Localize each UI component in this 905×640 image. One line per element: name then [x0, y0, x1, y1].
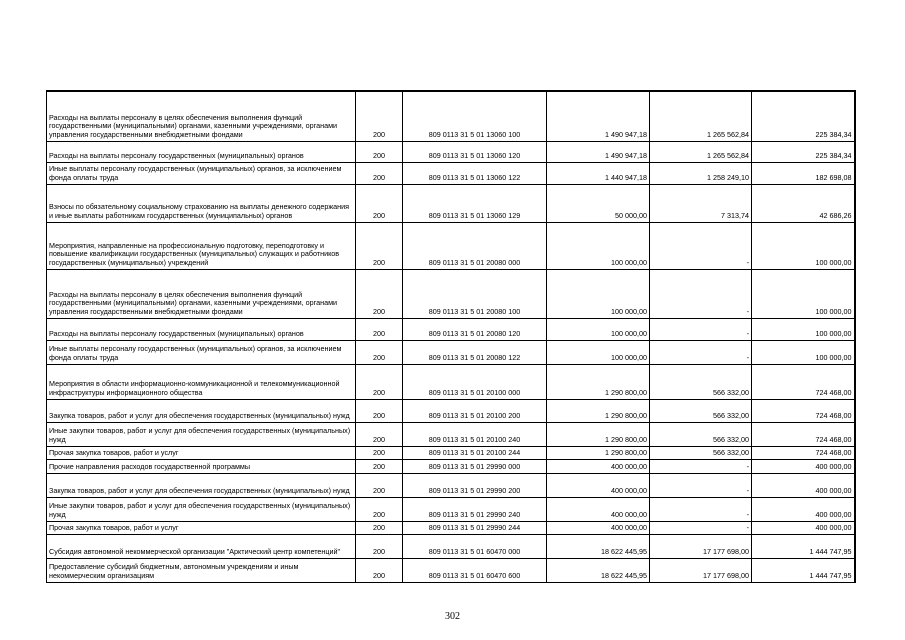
- table-row: [47, 364, 855, 399]
- line-code-cell: 200: [356, 340, 403, 364]
- unexecuted-amount-cell: 400 000,00: [752, 473, 855, 497]
- unexecuted-amount-cell: 724 468,00: [752, 446, 855, 459]
- line-code-cell: 200: [356, 162, 403, 184]
- expense-name-cell: Мероприятия в области информационно-коммуникационной и телекоммуникационной инфраструктуры информационного общества: [47, 364, 356, 399]
- approved-amount-cell: 1 290 800,00: [547, 446, 650, 459]
- unexecuted-amount-cell: 225 384,34: [752, 141, 855, 162]
- expense-name-cell: Мероприятия, направленные на профессиональную подготовку, переподготовку и повышение квалификации государственных (муниципальных) служащих и работников государственных (муниципальных) учреждений: [47, 222, 356, 269]
- budget-code-cell: 809 0113 31 5 01 13060 129: [403, 184, 547, 222]
- line-code-cell: 200: [356, 269, 403, 318]
- line-code-cell: 200: [356, 422, 403, 446]
- line-code-cell: 200: [356, 399, 403, 422]
- unexecuted-amount-cell: 1 444 747,95: [752, 558, 855, 582]
- approved-amount-cell: 1 290 800,00: [547, 364, 650, 399]
- line-code-cell: 200: [356, 534, 403, 558]
- executed-amount-cell: -: [650, 318, 752, 340]
- budget-code-cell: 809 0113 31 5 01 13060 120: [403, 141, 547, 162]
- expense-name-cell: Иные выплаты персоналу государственных (муниципальных) органов, за исключением фонда оплаты труда: [47, 340, 356, 364]
- table-row: [47, 91, 855, 141]
- line-code-cell: 200: [356, 497, 403, 521]
- approved-amount-cell: 400 000,00: [547, 521, 650, 534]
- unexecuted-amount-cell: 724 468,00: [752, 399, 855, 422]
- expense-name-cell: Иные закупки товаров, работ и услуг для обеспечения государственных (муниципальных) нужд: [47, 422, 356, 446]
- unexecuted-amount-cell: 225 384,34: [752, 91, 855, 141]
- budget-code-cell: 809 0113 31 5 01 20100 240: [403, 422, 547, 446]
- executed-amount-cell: -: [650, 459, 752, 473]
- expense-name-cell: Прочая закупка товаров, работ и услуг: [47, 446, 356, 459]
- budget-code-cell: 809 0113 31 5 01 20080 122: [403, 340, 547, 364]
- budget-code-cell: 809 0113 31 5 01 20080 000: [403, 222, 547, 269]
- budget-execution-table: [46, 90, 856, 583]
- approved-amount-cell: 18 622 445,95: [547, 534, 650, 558]
- expense-name-cell: Закупка товаров, работ и услуг для обеспечения государственных (муниципальных) нужд: [47, 473, 356, 497]
- table-row: [47, 521, 855, 534]
- expense-name-cell: Иные закупки товаров, работ и услуг для обеспечения государственных (муниципальных) нужд: [47, 497, 356, 521]
- budget-code-cell: 809 0113 31 5 01 13060 100: [403, 91, 547, 141]
- expense-name-cell: Закупка товаров, работ и услуг для обеспечения государственных (муниципальных) нужд: [47, 399, 356, 422]
- approved-amount-cell: 100 000,00: [547, 318, 650, 340]
- approved-amount-cell: 1 290 800,00: [547, 399, 650, 422]
- table-row: [47, 534, 855, 558]
- unexecuted-amount-cell: 400 000,00: [752, 459, 855, 473]
- table-row: [47, 459, 855, 473]
- approved-amount-cell: 1 490 947,18: [547, 91, 650, 141]
- unexecuted-amount-cell: 1 444 747,95: [752, 534, 855, 558]
- approved-amount-cell: 1 490 947,18: [547, 141, 650, 162]
- line-code-cell: 200: [356, 446, 403, 459]
- line-code-cell: 200: [356, 141, 403, 162]
- page-number: 302: [445, 611, 460, 622]
- approved-amount-cell: 100 000,00: [547, 222, 650, 269]
- unexecuted-amount-cell: 100 000,00: [752, 222, 855, 269]
- executed-amount-cell: 566 332,00: [650, 422, 752, 446]
- budget-code-cell: 809 0113 31 5 01 20080 120: [403, 318, 547, 340]
- table-row: [47, 141, 855, 162]
- executed-amount-cell: -: [650, 340, 752, 364]
- table-row: [47, 558, 855, 582]
- unexecuted-amount-cell: 400 000,00: [752, 497, 855, 521]
- line-code-cell: 200: [356, 184, 403, 222]
- approved-amount-cell: 100 000,00: [547, 340, 650, 364]
- table-row: [47, 446, 855, 459]
- table-row: [47, 422, 855, 446]
- executed-amount-cell: 566 332,00: [650, 364, 752, 399]
- table-row: [47, 497, 855, 521]
- line-code-cell: 200: [356, 91, 403, 141]
- approved-amount-cell: 1 440 947,18: [547, 162, 650, 184]
- executed-amount-cell: 17 177 698,00: [650, 558, 752, 582]
- table-row: [47, 318, 855, 340]
- table-row: [47, 340, 855, 364]
- line-code-cell: 200: [356, 521, 403, 534]
- budget-code-cell: 809 0113 31 5 01 60470 000: [403, 534, 547, 558]
- budget-code-cell: 809 0113 31 5 01 29990 240: [403, 497, 547, 521]
- expense-name-cell: Предоставление субсидий бюджетным, автономным учреждениям и иным некоммерческим организациям: [47, 558, 356, 582]
- expense-name-cell: Прочие направления расходов государственной программы: [47, 459, 356, 473]
- unexecuted-amount-cell: 400 000,00: [752, 521, 855, 534]
- budget-table-sheet: [46, 90, 854, 583]
- executed-amount-cell: 1 258 249,10: [650, 162, 752, 184]
- line-code-cell: 200: [356, 318, 403, 340]
- table-row: [47, 269, 855, 318]
- budget-code-cell: 809 0113 31 5 01 20080 100: [403, 269, 547, 318]
- budget-code-cell: 809 0113 31 5 01 20100 244: [403, 446, 547, 459]
- expense-name-cell: Расходы на выплаты персоналу государственных (муниципальных) органов: [47, 318, 356, 340]
- executed-amount-cell: -: [650, 521, 752, 534]
- table-row: [47, 222, 855, 269]
- unexecuted-amount-cell: 100 000,00: [752, 318, 855, 340]
- unexecuted-amount-cell: 42 686,26: [752, 184, 855, 222]
- executed-amount-cell: 7 313,74: [650, 184, 752, 222]
- executed-amount-cell: 1 265 562,84: [650, 91, 752, 141]
- expense-name-cell: Иные выплаты персоналу государственных (муниципальных) органов, за исключением фонда оплаты труда: [47, 162, 356, 184]
- approved-amount-cell: 400 000,00: [547, 497, 650, 521]
- approved-amount-cell: 18 622 445,95: [547, 558, 650, 582]
- table-row: [47, 162, 855, 184]
- approved-amount-cell: 100 000,00: [547, 269, 650, 318]
- budget-code-cell: 809 0113 31 5 01 29990 244: [403, 521, 547, 534]
- budget-code-cell: 809 0113 31 5 01 13060 122: [403, 162, 547, 184]
- expense-name-cell: Расходы на выплаты персоналу в целях обеспечения выполнения функций государственными (муниципальными) органами, казенными учреждениями, органами управления государственными внебюджетными фондами: [47, 269, 356, 318]
- executed-amount-cell: -: [650, 269, 752, 318]
- unexecuted-amount-cell: 182 698,08: [752, 162, 855, 184]
- budget-code-cell: 809 0113 31 5 01 20100 200: [403, 399, 547, 422]
- executed-amount-cell: 17 177 698,00: [650, 534, 752, 558]
- line-code-cell: 200: [356, 222, 403, 269]
- line-code-cell: 200: [356, 459, 403, 473]
- line-code-cell: 200: [356, 558, 403, 582]
- executed-amount-cell: 1 265 562,84: [650, 141, 752, 162]
- budget-code-cell: 809 0113 31 5 01 20100 000: [403, 364, 547, 399]
- line-code-cell: 200: [356, 364, 403, 399]
- expense-name-cell: Прочая закупка товаров, работ и услуг: [47, 521, 356, 534]
- unexecuted-amount-cell: 724 468,00: [752, 422, 855, 446]
- executed-amount-cell: -: [650, 222, 752, 269]
- expense-name-cell: Расходы на выплаты персоналу государственных (муниципальных) органов: [47, 141, 356, 162]
- expense-name-cell: Расходы на выплаты персоналу в целях обеспечения выполнения функций государственными (муниципальными) органами, казенными учреждениями, органами управления государственными внебюджетными фондами: [47, 91, 356, 141]
- budget-code-cell: 809 0113 31 5 01 29990 000: [403, 459, 547, 473]
- unexecuted-amount-cell: 724 468,00: [752, 364, 855, 399]
- budget-code-cell: 809 0113 31 5 01 29990 200: [403, 473, 547, 497]
- approved-amount-cell: 50 000,00: [547, 184, 650, 222]
- executed-amount-cell: 566 332,00: [650, 399, 752, 422]
- budget-code-cell: 809 0113 31 5 01 60470 600: [403, 558, 547, 582]
- executed-amount-cell: 566 332,00: [650, 446, 752, 459]
- unexecuted-amount-cell: 100 000,00: [752, 340, 855, 364]
- table-row: [47, 184, 855, 222]
- line-code-cell: 200: [356, 473, 403, 497]
- executed-amount-cell: -: [650, 473, 752, 497]
- table-row: [47, 399, 855, 422]
- unexecuted-amount-cell: 100 000,00: [752, 269, 855, 318]
- expense-name-cell: Субсидия автономной некоммерческой организации "Арктический центр компетенций": [47, 534, 356, 558]
- table-row: [47, 473, 855, 497]
- approved-amount-cell: 400 000,00: [547, 473, 650, 497]
- expense-name-cell: Взносы по обязательному социальному страхованию на выплаты денежного содержания и иные выплаты работникам государственных (муниципальных) органов: [47, 184, 356, 222]
- approved-amount-cell: 1 290 800,00: [547, 422, 650, 446]
- approved-amount-cell: 400 000,00: [547, 459, 650, 473]
- executed-amount-cell: -: [650, 497, 752, 521]
